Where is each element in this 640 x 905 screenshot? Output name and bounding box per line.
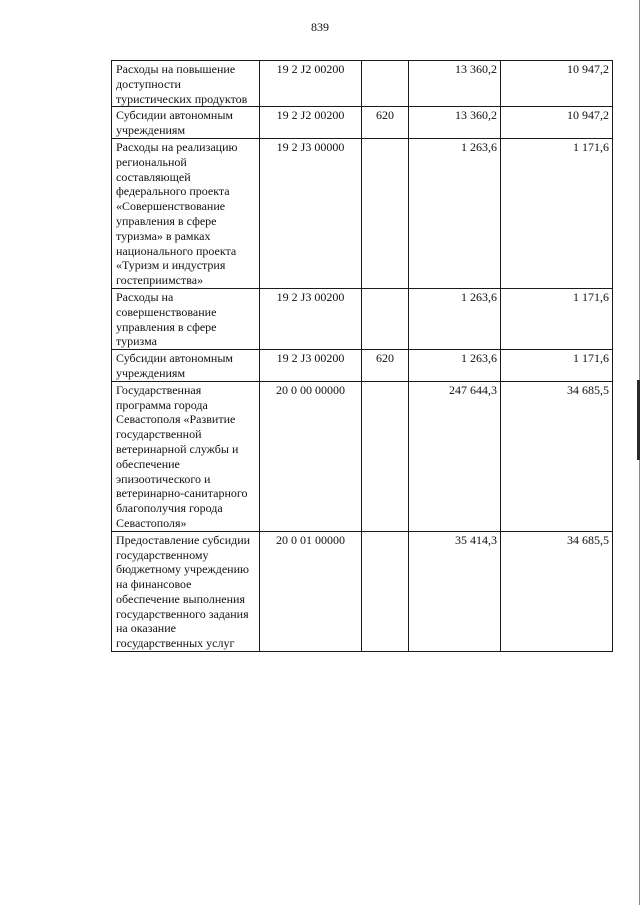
- amount-year1-cell: 1 263,6: [409, 350, 501, 382]
- table-row: [112, 531, 613, 651]
- row-name-cell: Государственная программа города Севастополя «Развитие государственной ветеринарной службы и обеспечение эпизоотического и ветеринарно-санитарного благополучия города Севастополя»: [112, 381, 260, 531]
- table-row: [112, 381, 613, 531]
- amount-year1-cell: 1 263,6: [409, 288, 501, 349]
- target-code-cell: 19 2 J2 00200: [260, 107, 362, 139]
- expense-type-cell: [362, 531, 409, 651]
- expense-type-cell: [362, 138, 409, 288]
- row-name-cell: Субсидии автономным учреждениям: [112, 107, 260, 139]
- amount-year2-cell: 1 171,6: [501, 138, 613, 288]
- budget-table: [111, 60, 613, 652]
- table-row: [112, 107, 613, 139]
- page-number: 839: [311, 20, 329, 34]
- target-code-cell: 19 2 J2 00200: [260, 61, 362, 107]
- expense-type-cell: 620: [362, 107, 409, 139]
- row-name-cell: Расходы на совершенствование управления в сфере туризма: [112, 288, 260, 349]
- expense-type-cell: 620: [362, 350, 409, 382]
- target-code-cell: 20 0 01 00000: [260, 531, 362, 651]
- row-name-cell: Расходы на реализацию региональной составляющей федерального проекта «Совершенствование управления в сфере туризма» в рамках национального проекта «Туризм и индустрия гостеприимства»: [112, 138, 260, 288]
- table-row: [112, 61, 613, 107]
- amount-year2-cell: 1 171,6: [501, 288, 613, 349]
- amount-year1-cell: 13 360,2: [409, 61, 501, 107]
- table-row: [112, 138, 613, 288]
- amount-year1-cell: 1 263,6: [409, 138, 501, 288]
- amount-year1-cell: 247 644,3: [409, 381, 501, 531]
- expense-type-cell: [362, 288, 409, 349]
- expense-type-cell: [362, 381, 409, 531]
- amount-year1-cell: 35 414,3: [409, 531, 501, 651]
- target-code-cell: 19 2 J3 00000: [260, 138, 362, 288]
- amount-year2-cell: 1 171,6: [501, 350, 613, 382]
- amount-year2-cell: 10 947,2: [501, 107, 613, 139]
- row-name-cell: Предоставление субсидии государственному бюджетному учреждению на финансовое обеспечение выполнения государственного задания на оказание государственных услуг: [112, 531, 260, 651]
- target-code-cell: 19 2 J3 00200: [260, 288, 362, 349]
- target-code-cell: 19 2 J3 00200: [260, 350, 362, 382]
- table-row: [112, 288, 613, 349]
- amount-year2-cell: 10 947,2: [501, 61, 613, 107]
- amount-year2-cell: 34 685,5: [501, 531, 613, 651]
- table-row: [112, 350, 613, 382]
- row-name-cell: Расходы на повышение доступности туристических продуктов: [112, 61, 260, 107]
- target-code-cell: 20 0 00 00000: [260, 381, 362, 531]
- amount-year1-cell: 13 360,2: [409, 107, 501, 139]
- amount-year2-cell: 34 685,5: [501, 381, 613, 531]
- row-name-cell: Субсидии автономным учреждениям: [112, 350, 260, 382]
- expense-type-cell: [362, 61, 409, 107]
